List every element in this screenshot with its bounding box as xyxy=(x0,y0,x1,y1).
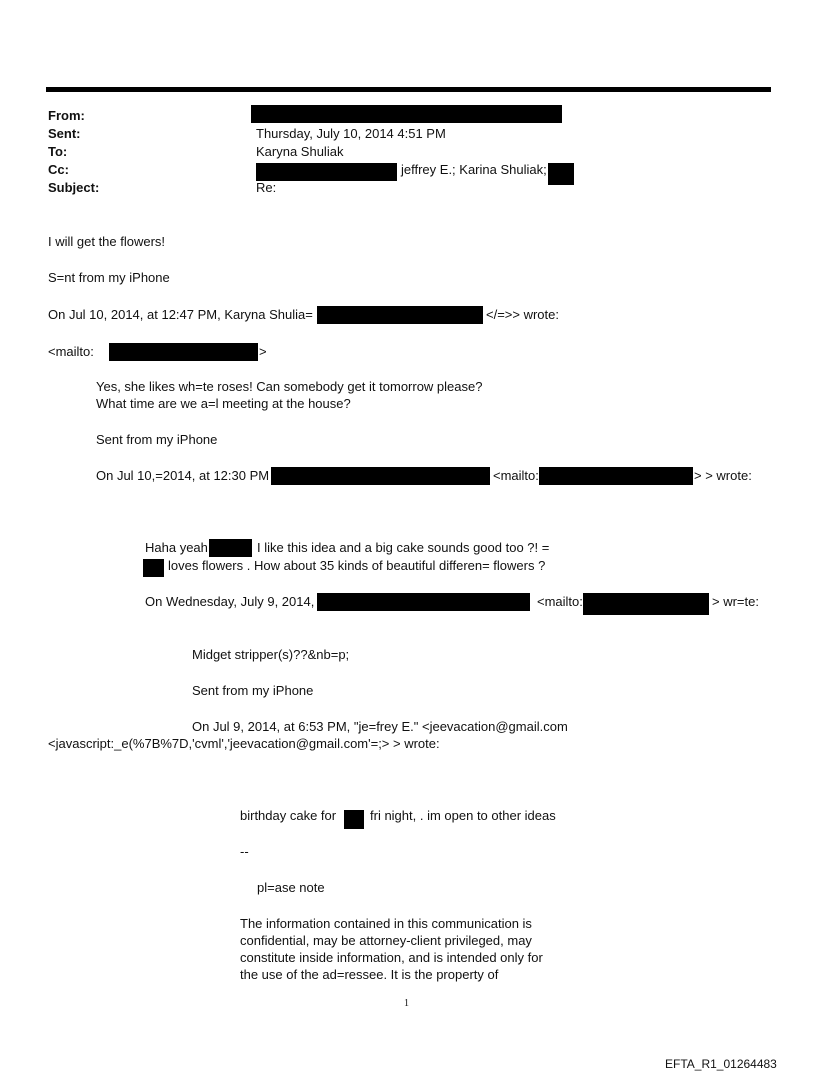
quote2-line2: loves flowers . How about 35 kinds of beautiful differen= flowers ? xyxy=(168,558,546,573)
quote2-line1-b: I like this idea and a big cake sounds good too ?! = xyxy=(257,540,550,555)
quote2-on-b: <mailto: xyxy=(537,594,583,609)
bates-number: EFTA_R1_01264483 xyxy=(665,1057,777,1071)
quote2-on-c: > wr=te: xyxy=(712,594,759,609)
redaction-quote1-name xyxy=(271,467,490,485)
quote4-paragraph-3: constitute inside information, and is intended only for xyxy=(240,950,543,965)
redaction-from xyxy=(251,105,562,123)
quote3-on-2: <javascript:_e(%7B%7D,'cvml','jeevacation@gmail.com'=;> > wrote: xyxy=(48,736,440,751)
quote1-line1: Yes, she likes wh=te roses! Can somebody get it tomorrow please? xyxy=(96,379,483,394)
quote1-on-a: On Jul 10,=2014, at 12:30 PM xyxy=(96,468,270,483)
quote2-on-a: On Wednesday, July 9, 2014, xyxy=(145,594,315,609)
quote4-paragraph-2: confidential, may be attorney-client privileged, may xyxy=(240,933,532,948)
quote1-sent-from: Sent from my iPhone xyxy=(96,432,218,447)
sent-label: Sent: xyxy=(48,126,81,141)
redaction-cc-1 xyxy=(256,163,397,181)
subject-label: Subject: xyxy=(48,180,100,195)
body-sent-from: S=nt from my iPhone xyxy=(48,270,170,285)
quote4-note: pl=ase note xyxy=(257,880,325,895)
sent-value: Thursday, July 10, 2014 4:51 PM xyxy=(256,126,446,141)
quote4-paragraph-1: The information contained in this communication is xyxy=(240,916,532,931)
quote3-sent-from: Sent from my iPhone xyxy=(192,683,314,698)
body-mailto: <mailto: xyxy=(48,344,94,359)
redaction-quote2-name xyxy=(317,593,530,611)
to-value: Karyna Shuliak xyxy=(256,144,344,159)
cc-value: jeffrey E.; Karina Shuliak; xyxy=(401,162,547,177)
redaction-quote2-1 xyxy=(209,539,252,557)
page-number: 1 xyxy=(404,998,409,1009)
subject-value: Re: xyxy=(256,180,277,195)
redaction-quote1-mailto xyxy=(539,467,693,485)
redaction-mailto-1 xyxy=(109,343,258,361)
quote1-on-c: > > wrote: xyxy=(694,468,752,483)
from-label: From: xyxy=(48,108,85,123)
body-on-line-b: </=>> wrote: xyxy=(486,307,559,322)
quote4-line1-a: birthday cake for xyxy=(240,808,337,823)
quote4-line1-b: fri night, . im open to other ideas xyxy=(370,808,556,823)
quote2-line1-a: Haha yeah xyxy=(145,540,208,555)
to-label: To: xyxy=(48,144,68,159)
cc-label: Cc: xyxy=(48,162,69,177)
quote1-line2: What time are we a=l meeting at the house? xyxy=(96,396,351,411)
redaction-cc-2 xyxy=(548,163,574,185)
body-line-flowers: I will get the flowers! xyxy=(48,234,166,249)
redaction-quote4-1 xyxy=(344,810,364,829)
quote4-paragraph-4: the use of the ad=ressee. It is the property of xyxy=(240,967,499,982)
quote4-dash: -- xyxy=(240,844,249,859)
quote3-on: On Jul 9, 2014, at 6:53 PM, "je=frey E." <jeevacation@gmail.com xyxy=(192,719,568,734)
body-on-line-a: On Jul 10, 2014, at 12:47 PM, Karyna Shulia= xyxy=(48,307,313,322)
header-rule xyxy=(46,87,771,92)
quote3-line1: Midget stripper(s)??&nb=p; xyxy=(192,647,350,662)
body-mailto-end: > xyxy=(259,344,267,359)
redaction-quote2-mailto xyxy=(583,593,709,615)
redaction-email-1 xyxy=(317,306,483,324)
quote1-on-b: <mailto: xyxy=(493,468,539,483)
redaction-quote2-2 xyxy=(143,559,164,577)
